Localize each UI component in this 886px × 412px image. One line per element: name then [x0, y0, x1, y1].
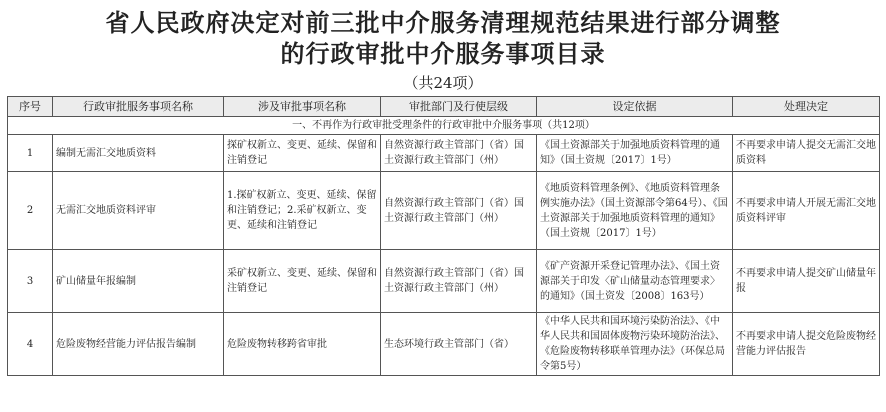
- cell-decision: 不再要求申请人提交危险废物经营能力评估报告: [733, 313, 880, 376]
- cell-decision: 不再要求申请人提交无需汇交地质资料: [733, 135, 880, 172]
- cell-department: 自然资源行政主管部门（省）国土资源行政主管部门（州）: [381, 135, 537, 172]
- header-service-name: 行政审批服务事项名称: [53, 97, 224, 117]
- cell-basis: 《国土资源部关于加强地质资料管理的通知》（国土资规〔2017〕1号）: [537, 135, 733, 172]
- cell-service-name: 无需汇交地质资料评审: [53, 172, 224, 250]
- title-line-2: 的行政审批中介服务事项目录: [280, 39, 606, 68]
- header-approval-name: 涉及审批事项名称: [224, 97, 381, 117]
- table-row: [8, 135, 880, 172]
- cell-department: 自然资源行政主管部门（省）国土资源行政主管部门（州）: [381, 250, 537, 313]
- cell-service-name: 危险废物经营能力评估报告编制: [53, 313, 224, 376]
- cell-approval-name: 探矿权新立、变更、延续、保留和注销登记: [224, 135, 381, 172]
- cell-service-name: 编制无需汇交地质资料: [53, 135, 224, 172]
- table-header-row: [8, 97, 880, 117]
- cell-approval-name: 采矿权新立、变更、延续、保留和注销登记: [224, 250, 381, 313]
- cell-basis: 《中华人民共和国环境污染防治法》、《中华人民共和国固体废物污染环境防治法》、《危险废物转移联单管理办法》（环保总局令第5号）: [537, 313, 733, 376]
- cell-approval-name: 1.探矿权新立、变更、延续、保留和注销登记；2.采矿权新立、变更、延续和注销登记: [224, 172, 381, 250]
- table-row: [8, 313, 880, 376]
- section-label: 一、不再作为行政审批受理条件的行政审批中介服务事项（共12项）: [8, 117, 880, 135]
- header-decision: 处理决定: [733, 97, 880, 117]
- cell-basis: 《地质资料管理条例》、《地质资料管理条例实施办法》（国土资源部令第64号）、《国土资源部关于加强地质资料管理的通知》（国土资规〔2017〕1号）: [537, 172, 733, 250]
- table-row: [8, 250, 880, 313]
- cell-basis: 《矿产资源开采登记管理办法》、《国土资源部关于印发〈矿山储量动态管理要求〉的通知》（国土资发〔2008〕163号）: [537, 250, 733, 313]
- cell-service-name: 矿山储量年报编制: [53, 250, 224, 313]
- item-count-subtitle: （共24项）: [403, 74, 483, 92]
- cell-department: 自然资源行政主管部门（省）国土资源行政主管部门（州）: [381, 172, 537, 250]
- cell-approval-name: 危险废物转移跨省审批: [224, 313, 381, 376]
- cell-no: 2: [8, 172, 53, 250]
- cell-no: 1: [8, 135, 53, 172]
- title-line-1: 省人民政府决定对前三批中介服务清理规范结果进行部分调整: [105, 8, 781, 37]
- section-row: [8, 117, 880, 135]
- service-items-table: [7, 96, 880, 376]
- header-no: 序号: [8, 97, 53, 117]
- cell-department: 生态环境行政主管部门（省）: [381, 313, 537, 376]
- cell-decision: 不再要求申请人提交矿山储量年报: [733, 250, 880, 313]
- header-department: 审批部门及行使层级: [381, 97, 537, 117]
- document-title: [0, 0, 886, 69]
- cell-no: 3: [8, 250, 53, 313]
- cell-decision: 不再要求申请人开展无需汇交地质资料评审: [733, 172, 880, 250]
- header-basis: 设定依据: [537, 97, 733, 117]
- table-row: [8, 172, 880, 250]
- cell-no: 4: [8, 313, 53, 376]
